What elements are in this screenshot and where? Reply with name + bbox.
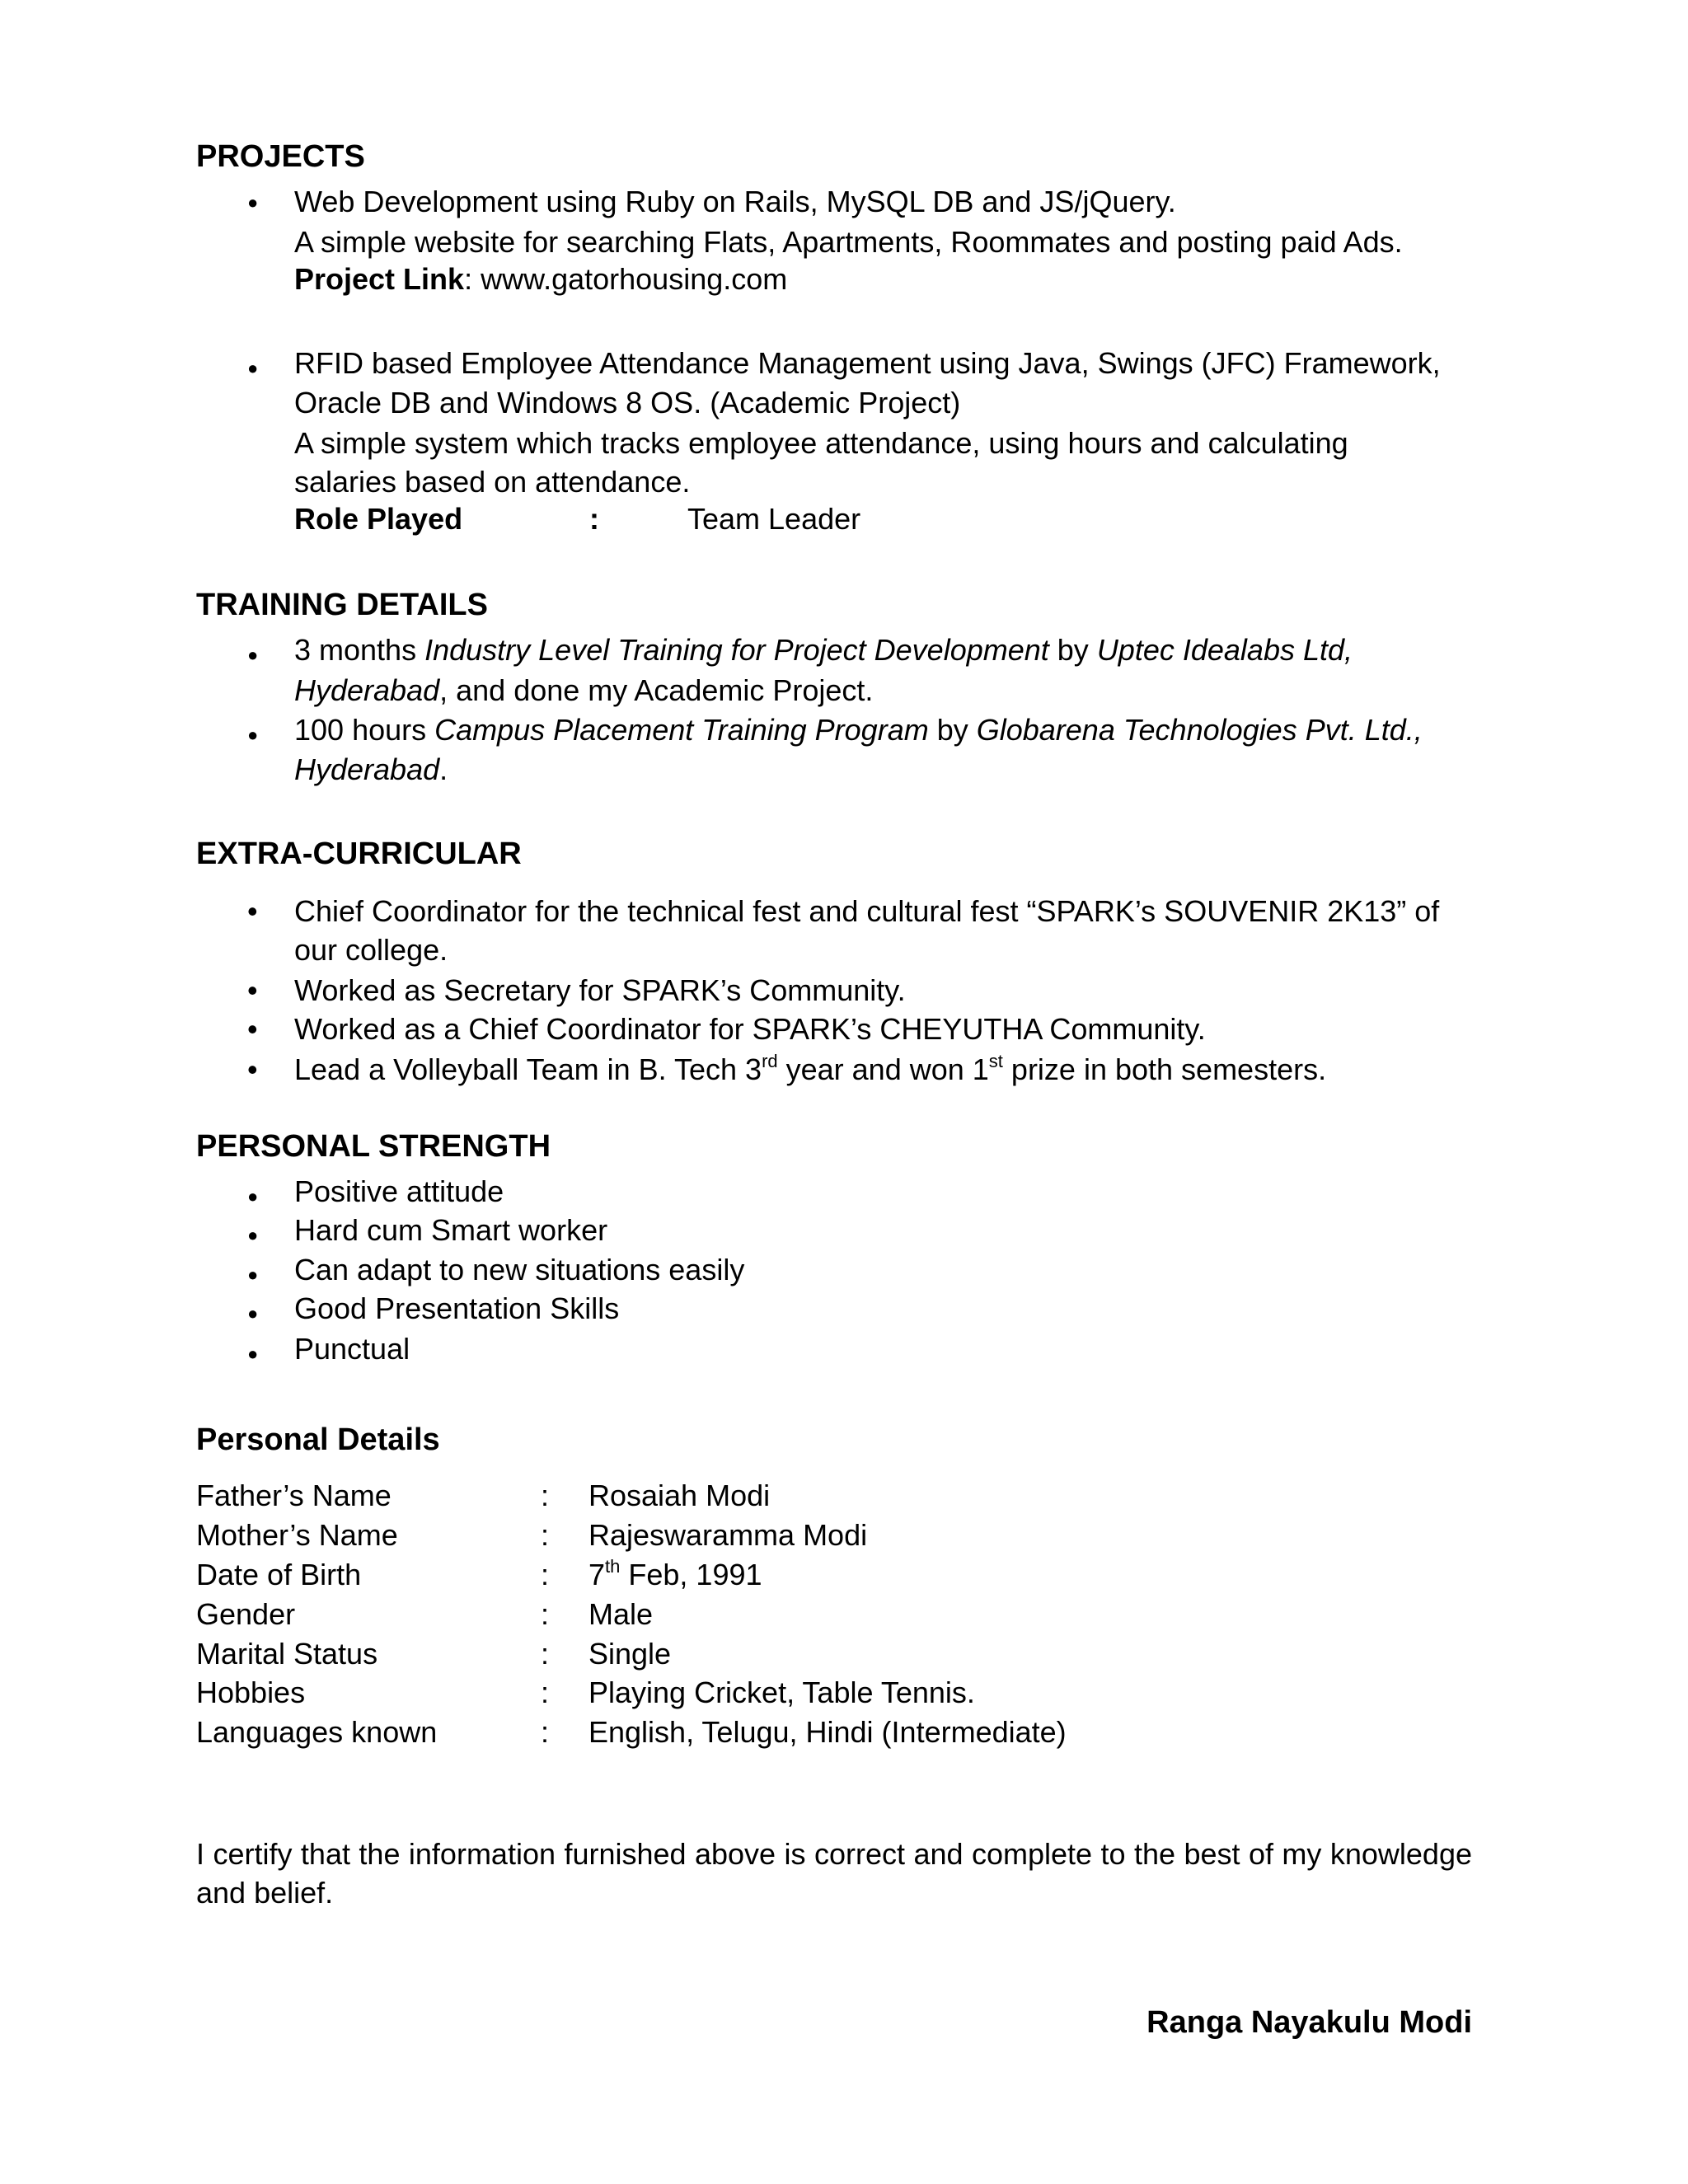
detail-label: Mother’s Name xyxy=(196,1518,398,1552)
extra2: Worked as Secretary for SPARK’s Community. xyxy=(294,973,906,1007)
detail-colon: : xyxy=(541,1558,550,1591)
project2-line1: RFID based Employee Attendance Management using Java, Swings (JFC) Framework, xyxy=(294,346,1441,380)
bullet-dot: ● xyxy=(247,1303,259,1324)
project1-line1: Web Development using Ruby on Rails, MySQL DB and JS/jQuery. xyxy=(294,185,1176,218)
bullet-small: • xyxy=(247,894,258,928)
strength-item: Punctual xyxy=(294,1332,410,1366)
bullet-dot: ● xyxy=(247,644,259,665)
strength-item: Can adapt to new situations easily xyxy=(294,1253,745,1286)
project2-line4: salaries based on attendance. xyxy=(294,465,691,499)
bullet-dot: ● xyxy=(247,1343,259,1364)
detail-colon: : xyxy=(541,1675,550,1709)
detail-label: Gender xyxy=(196,1597,296,1631)
detail-colon: : xyxy=(541,1479,550,1512)
certification-statement: I certify that the information furnished above is correct and complete to the best of my knowledge and belief. xyxy=(196,1837,1472,1910)
detail-label: Date of Birth xyxy=(196,1558,362,1591)
role-label: Role Played xyxy=(294,502,463,536)
detail-colon: : xyxy=(541,1518,550,1552)
extra1-line1: Chief Coordinator for the technical fest and cultural fest “SPARK’s SOUVENIR 2K13” of xyxy=(294,894,1440,928)
extra3: Worked as a Chief Coordinator for SPARK’s CHEYUTHA Community. xyxy=(294,1012,1206,1046)
strength-item: Hard cum Smart worker xyxy=(294,1213,608,1247)
training1-line1: 3 months Industry Level Training for Project Development by Uptec Idealabs Ltd, xyxy=(294,633,1353,667)
detail-value: English, Telugu, Hindi (Intermediate) xyxy=(588,1715,1067,1749)
detail-label: Hobbies xyxy=(196,1675,306,1709)
detail-value: Rajeswaramma Modi xyxy=(588,1518,868,1552)
training2-line2: Hyderabad. xyxy=(294,752,448,786)
detail-label: Marital Status xyxy=(196,1637,378,1671)
detail-label: Languages known xyxy=(196,1715,438,1749)
training2-line1: 100 hours Campus Placement Training Program by Globarena Technologies Pvt. Ltd., xyxy=(294,713,1423,747)
bullet-small: • xyxy=(247,1052,258,1086)
training-heading: TRAINING DETAILS xyxy=(196,588,488,622)
extra4: Lead a Volleyball Team in B. Tech 3rd year and won 1st prize in both semesters. xyxy=(294,1051,1327,1086)
extra-curricular-heading: EXTRA-CURRICULAR xyxy=(196,837,522,871)
bullet-dot: ● xyxy=(247,358,259,378)
projects-heading: PROJECTS xyxy=(196,139,365,174)
project1-link-line xyxy=(294,263,787,296)
bullet-small: • xyxy=(247,973,258,1007)
bullet-dot: ● xyxy=(247,724,259,745)
detail-colon: : xyxy=(541,1597,550,1631)
detail-value: Playing Cricket, Table Tennis. xyxy=(588,1675,975,1709)
bullet-small: • xyxy=(247,1012,258,1046)
bullet-dot: ● xyxy=(247,1225,259,1245)
detail-label: Father’s Name xyxy=(196,1479,392,1512)
training1-line2: Hyderabad, and done my Academic Project. xyxy=(294,673,874,707)
detail-value: Rosaiah Modi xyxy=(588,1479,771,1512)
bullet-dot: ● xyxy=(247,192,259,213)
detail-value: Male xyxy=(588,1597,654,1631)
personal-details-heading: Personal Details xyxy=(196,1422,440,1457)
project-link-url: : www.gatorhousing.com xyxy=(464,262,788,296)
signature-name: Ranga Nayakulu Modi xyxy=(1146,2005,1472,2040)
role-value: Team Leader xyxy=(687,502,861,536)
project-link-label: Project Link xyxy=(294,262,465,296)
detail-colon: : xyxy=(541,1637,550,1671)
bullet-dot: ● xyxy=(247,1264,259,1285)
strength-item: Positive attitude xyxy=(294,1174,504,1208)
project2-line3: A simple system which tracks employee attendance, using hours and calculating xyxy=(294,426,1348,460)
bullet-dot: ● xyxy=(247,1186,259,1207)
extra1-line2: our college. xyxy=(294,933,448,967)
project2-line2: Oracle DB and Windows 8 OS. (Academic Project) xyxy=(294,386,961,419)
strength-item: Good Presentation Skills xyxy=(294,1291,620,1325)
personal-strength-heading: PERSONAL STRENGTH xyxy=(196,1129,551,1164)
detail-value: Single xyxy=(588,1637,672,1671)
detail-value: 7th Feb, 1991 xyxy=(588,1556,762,1591)
role-colon: : xyxy=(589,502,599,536)
detail-colon: : xyxy=(541,1715,550,1749)
project1-line2: A simple website for searching Flats, Apartments, Roommates and posting paid Ads. xyxy=(294,225,1403,259)
